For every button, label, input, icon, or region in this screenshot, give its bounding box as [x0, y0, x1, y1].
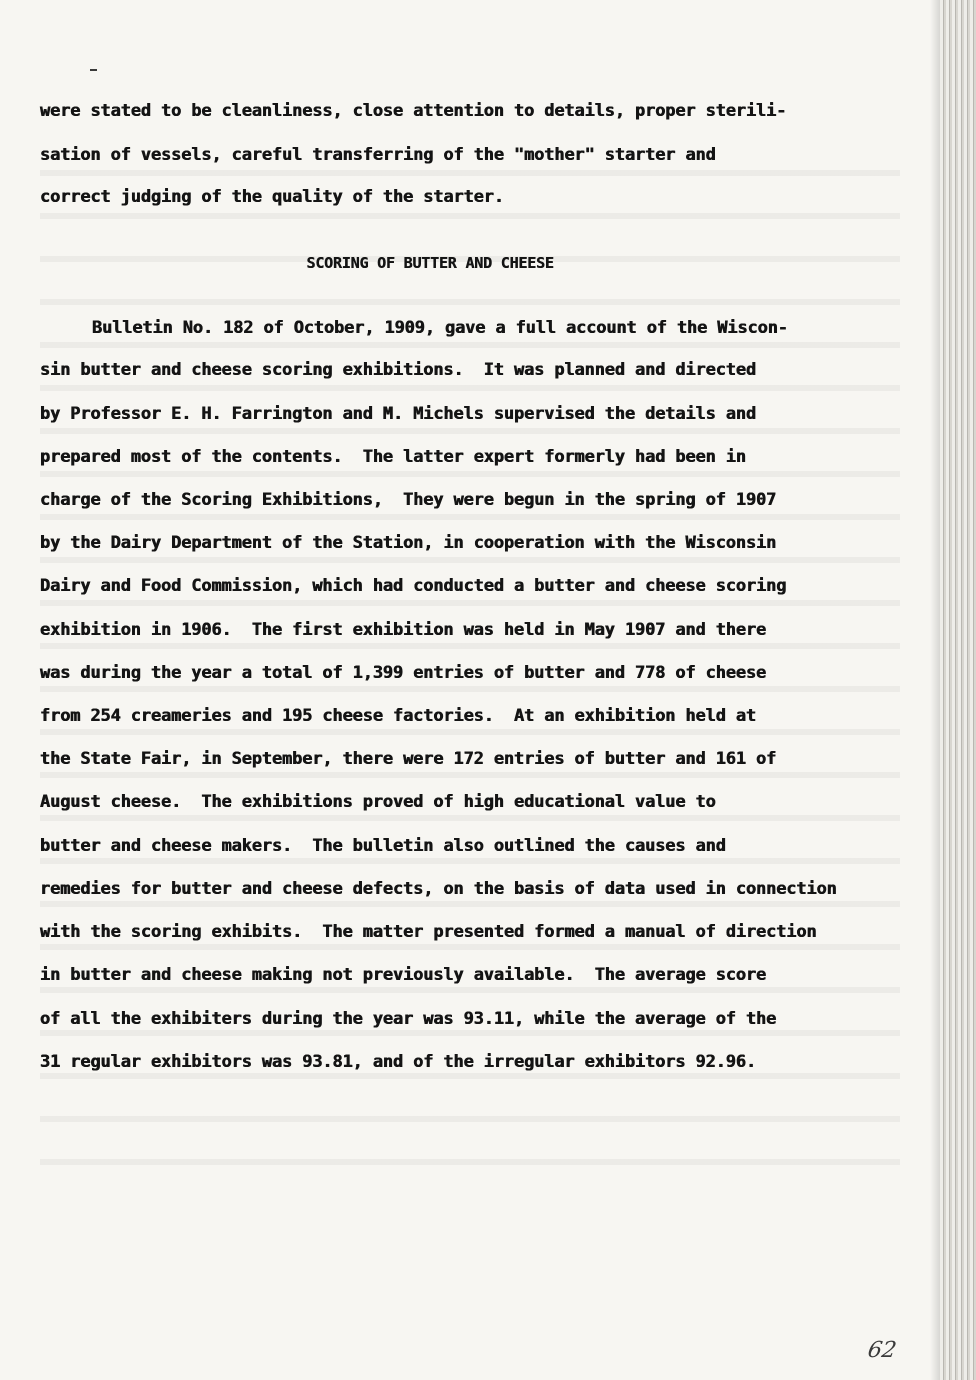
body-line-3: by Professor E. H. Farrington and M. Michels supervised the details and [40, 404, 757, 424]
intro-line-2: sation of vessels, careful transferring of the "mother" starter and [40, 145, 716, 165]
body-line-7: Dairy and Food Commission, which had conducted a butter and cheese scoring [40, 576, 787, 596]
intro-line-1: were stated to be cleanliness, close attention to details, proper sterili- [40, 101, 787, 121]
body-line-18: 31 regular exhibitors was 93.81, and of the irregular exhibitors 92.96. [40, 1052, 757, 1072]
body-line-16: in butter and cheese making not previously available. The average score [40, 965, 767, 985]
body-line-14: remedies for butter and cheese defects, on the basis of data used in connection [40, 879, 837, 899]
margin-mark [90, 69, 97, 71]
section-heading: SCORING OF BUTTER AND CHEESE [306, 254, 554, 272]
body-line-13: butter and cheese makers. The bulletin also outlined the causes and [40, 836, 726, 856]
body-line-11: the State Fair, in September, there were 172 entries of butter and 161 of [40, 749, 777, 769]
body-line-10: from 254 creameries and 195 cheese factories. At an exhibition held at [40, 706, 757, 726]
body-line-15: with the scoring exhibits. The matter presented formed a manual of direction [40, 922, 817, 942]
page-number: 62 [865, 1338, 899, 1363]
body-line-8: exhibition in 1906. The first exhibition was held in May 1907 and there [40, 620, 767, 640]
body-line-9: was during the year a total of 1,399 entries of butter and 778 of cheese [40, 663, 767, 683]
body-line-2: sin butter and cheese scoring exhibitions. It was planned and directed [40, 360, 757, 380]
intro-line-3: correct judging of the quality of the starter. [40, 187, 504, 207]
book-page-edges [940, 0, 976, 1380]
body-line-5: charge of the Scoring Exhibitions, They were begun in the spring of 1907 [40, 490, 777, 510]
body-line-4: prepared most of the contents. The latter expert formerly had been in [40, 447, 746, 467]
body-line-1: Bulletin No. 182 of October, 1909, gave a full account of the Wiscon- [92, 318, 788, 338]
body-line-17: of all the exhibiters during the year was 93.11, while the average of the [40, 1009, 777, 1029]
body-line-6: by the Dairy Department of the Station, in cooperation with the Wisconsin [40, 533, 777, 553]
body-line-12: August cheese. The exhibitions proved of high educational value to [40, 792, 716, 812]
